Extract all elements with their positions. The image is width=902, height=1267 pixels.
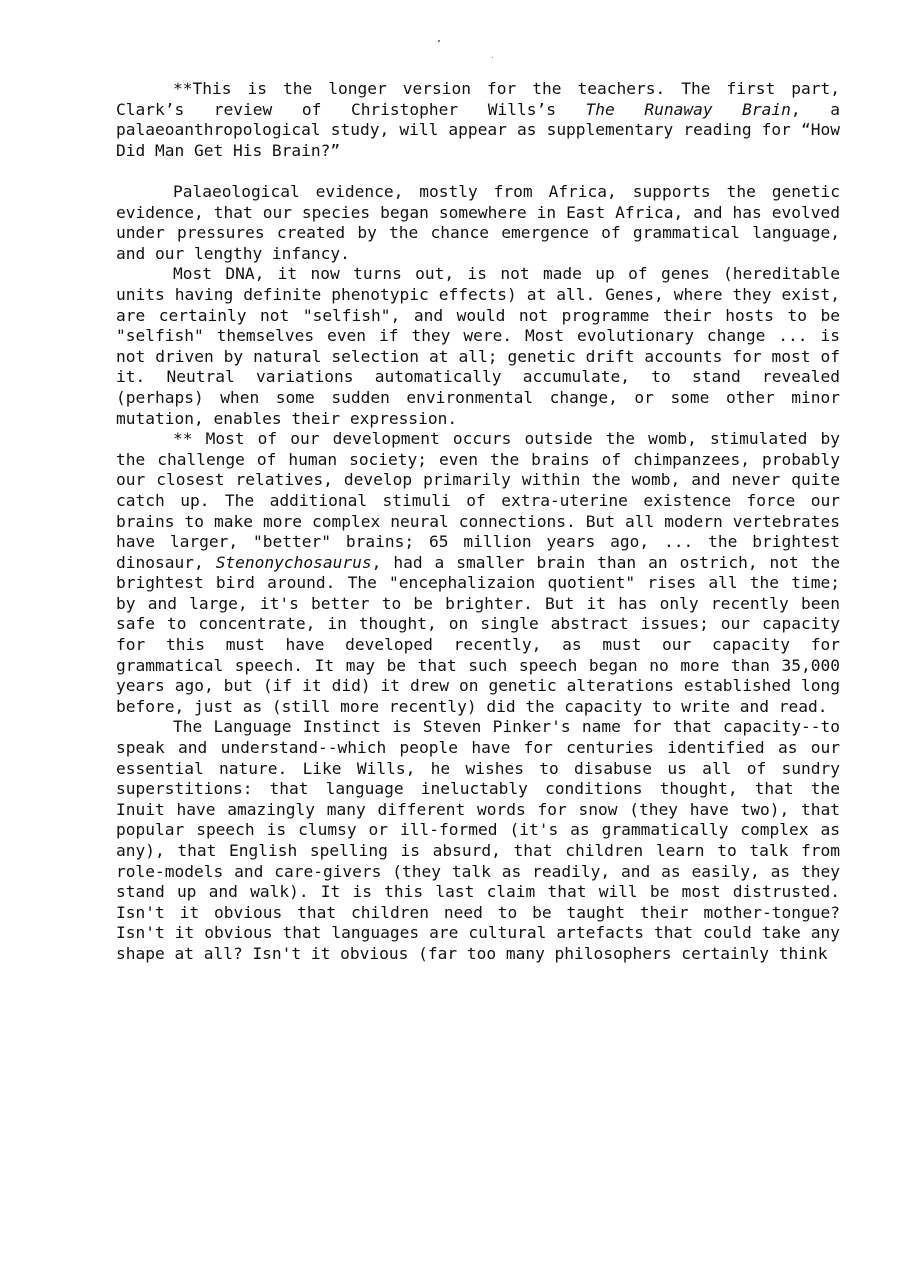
- paragraph-1: Palaeological evidence, mostly from Africa, supports the genetic evidence, that our species began somewhere in East Africa, and has evolved under pressures created by the chance emergence of grammatical language, and our lengthy infancy.: [116, 182, 840, 263]
- note-text-after-title: , a palaeoanthropological study, will appear as supplementary reading for “How Did Man Get His Brain?”: [116, 99, 840, 160]
- paragraph-3-text-a: ** Most of our development occurs outside the womb, stimulated by the challenge of human society; even the brains of chimpanzees, probably our closest relatives, develop primarily within the womb, and never quite catch up. The additional stimuli of extra-uterine existence force our brains to make more complex neural connections. But all modern vertebrates have larger, "better" brains; 65 million years ago, ... the brightest dinosaur,: [116, 429, 840, 572]
- teacher-note: [116, 79, 840, 161]
- paragraph-4: The Language Instinct is Steven Pinker's name for that capacity--to speak and understand--which people have for centuries identified as our essential nature. Like Wills, he wishes to disabuse us all of sundry superstitions: that language ineluctably conditions thought, that the Inuit have amazingly many different words for snow (they have two), that popular speech is clumsy or ill-formed (it's as grammatically complex as any), that English spelling is absurd, that children learn to talk from role-models and care-givers (they talk as readily, and as easily, as they stand up and walk). It is this last claim that will be most distrusted. Isn't it obvious that children need to be taught their mother-tongue? Isn't it obvious that languages are cultural artefacts that could take any shape at all? Isn't it obvious (far too many philosophers certainly think: [116, 717, 840, 963]
- paragraph-2: Most DNA, it now turns out, is not made up of genes (hereditable units having definite phenotypic effects) at all. Genes, where they exist, are certainly not "selfish", and would not programme their hosts to be "selfish" themselves even if they were. Most evolutionary change ... is not driven by natural selection at all; genetic drift accounts for most of it. Neutral variations automatically accumulate, to stand revealed (perhaps) when some sudden environmental change, or some other minor mutation, enables their expression.: [116, 264, 840, 428]
- teacher-note-paragraph: [116, 79, 840, 161]
- book-title: The Runaway Brain: [585, 99, 791, 119]
- scan-speck: [492, 57, 493, 58]
- scan-speck: [438, 40, 440, 42]
- paragraph-3-text-b: , had a smaller brain than an ostrich, not the brightest bird around. The "encephalizaion quotient" rises all the time; by and large, it's better to be brighter. But it has only recently been safe to concentrate, in thought, on single abstract issues; our capacity for this must have developed recently, as must our capacity for grammatical speech. It may be that such speech began no more than 35,000 years ago, but (if it did) it drew on genetic alterations established long before, just as (still more recently) did the capacity to write and read.: [116, 552, 840, 716]
- paragraph-3: [116, 429, 840, 717]
- body-text: [116, 182, 840, 965]
- species-name: Stenonychosaurus: [215, 552, 372, 572]
- note-text-before-title: **This is the longer version for the teachers. The first part, Clark’s review of Christopher Wills’s: [116, 79, 840, 119]
